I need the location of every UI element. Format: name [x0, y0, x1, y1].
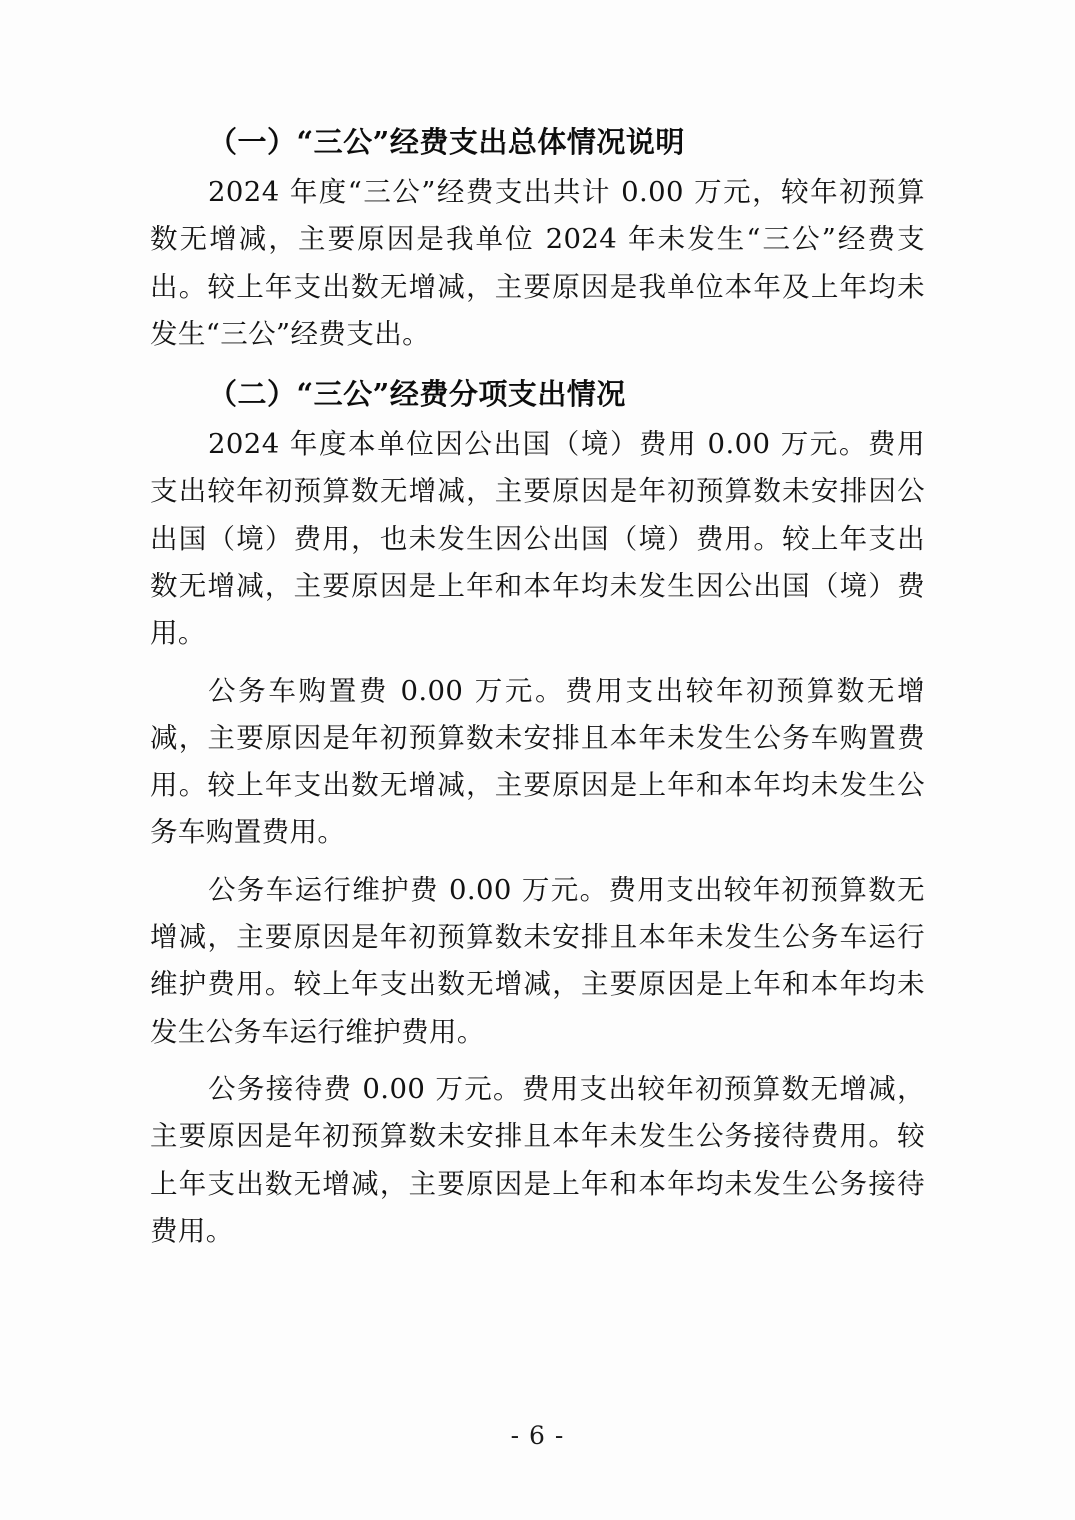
page-number: - 6 - [510, 1421, 565, 1450]
section-one-paragraph-1: 2024 年度“三公”经费支出共计 0.00 万元，较年初预算数无增减，主要原因是我单位 2024 年未发生“三公”经费支出。较上年支出数无增减，主要原因是我单位本年及上年均未发生“三公”经费支出。 [150, 175, 925, 350]
section-heading-two: （二）“三公”经费分项支出情况 [208, 377, 626, 412]
section-two-paragraph-2: 公务车购置费 0.00 万元。费用支出较年初预算数无增减，主要原因是年初预算数未安排且本年未发生公务车购置费用。较上年支出数无增减，主要原因是上年和本年均未发生公务车购置费用。 [150, 674, 925, 849]
section-heading-one: （一）“三公”经费支出总体情况说明 [208, 125, 685, 159]
section-two-paragraph-3: 公务车运行维护费 0.00 万元。费用支出较年初预算数无增减，主要原因是年初预算数未安排且本年未发生公务车运行维护费用。较上年支出数无增减，主要原因是上年和本年均未发生公务车运行维护费用。 [150, 873, 925, 1048]
paragraph-spacer [150, 364, 925, 372]
document-body [150, 120, 925, 1255]
section-two-paragraph-1: 2024 年度本单位因公出国（境）费用 0.00 万元。费用支出较年初预算数无增减，主要原因是年初预算数未安排因公出国（境）费用，也未发生因公出国（境）费用。较上年支出数无增减，主要原因是上年和本年均未发生因公出国（境）费用。 [150, 428, 925, 650]
section-two-paragraph-4: 公务接待费 0.00 万元。费用支出较年初预算数无增减，主要原因是年初预算数未安排且本年未发生公务接待费用。较上年支出数无增减，主要原因是上年和本年均未发生公务接待费用。 [150, 1072, 925, 1247]
